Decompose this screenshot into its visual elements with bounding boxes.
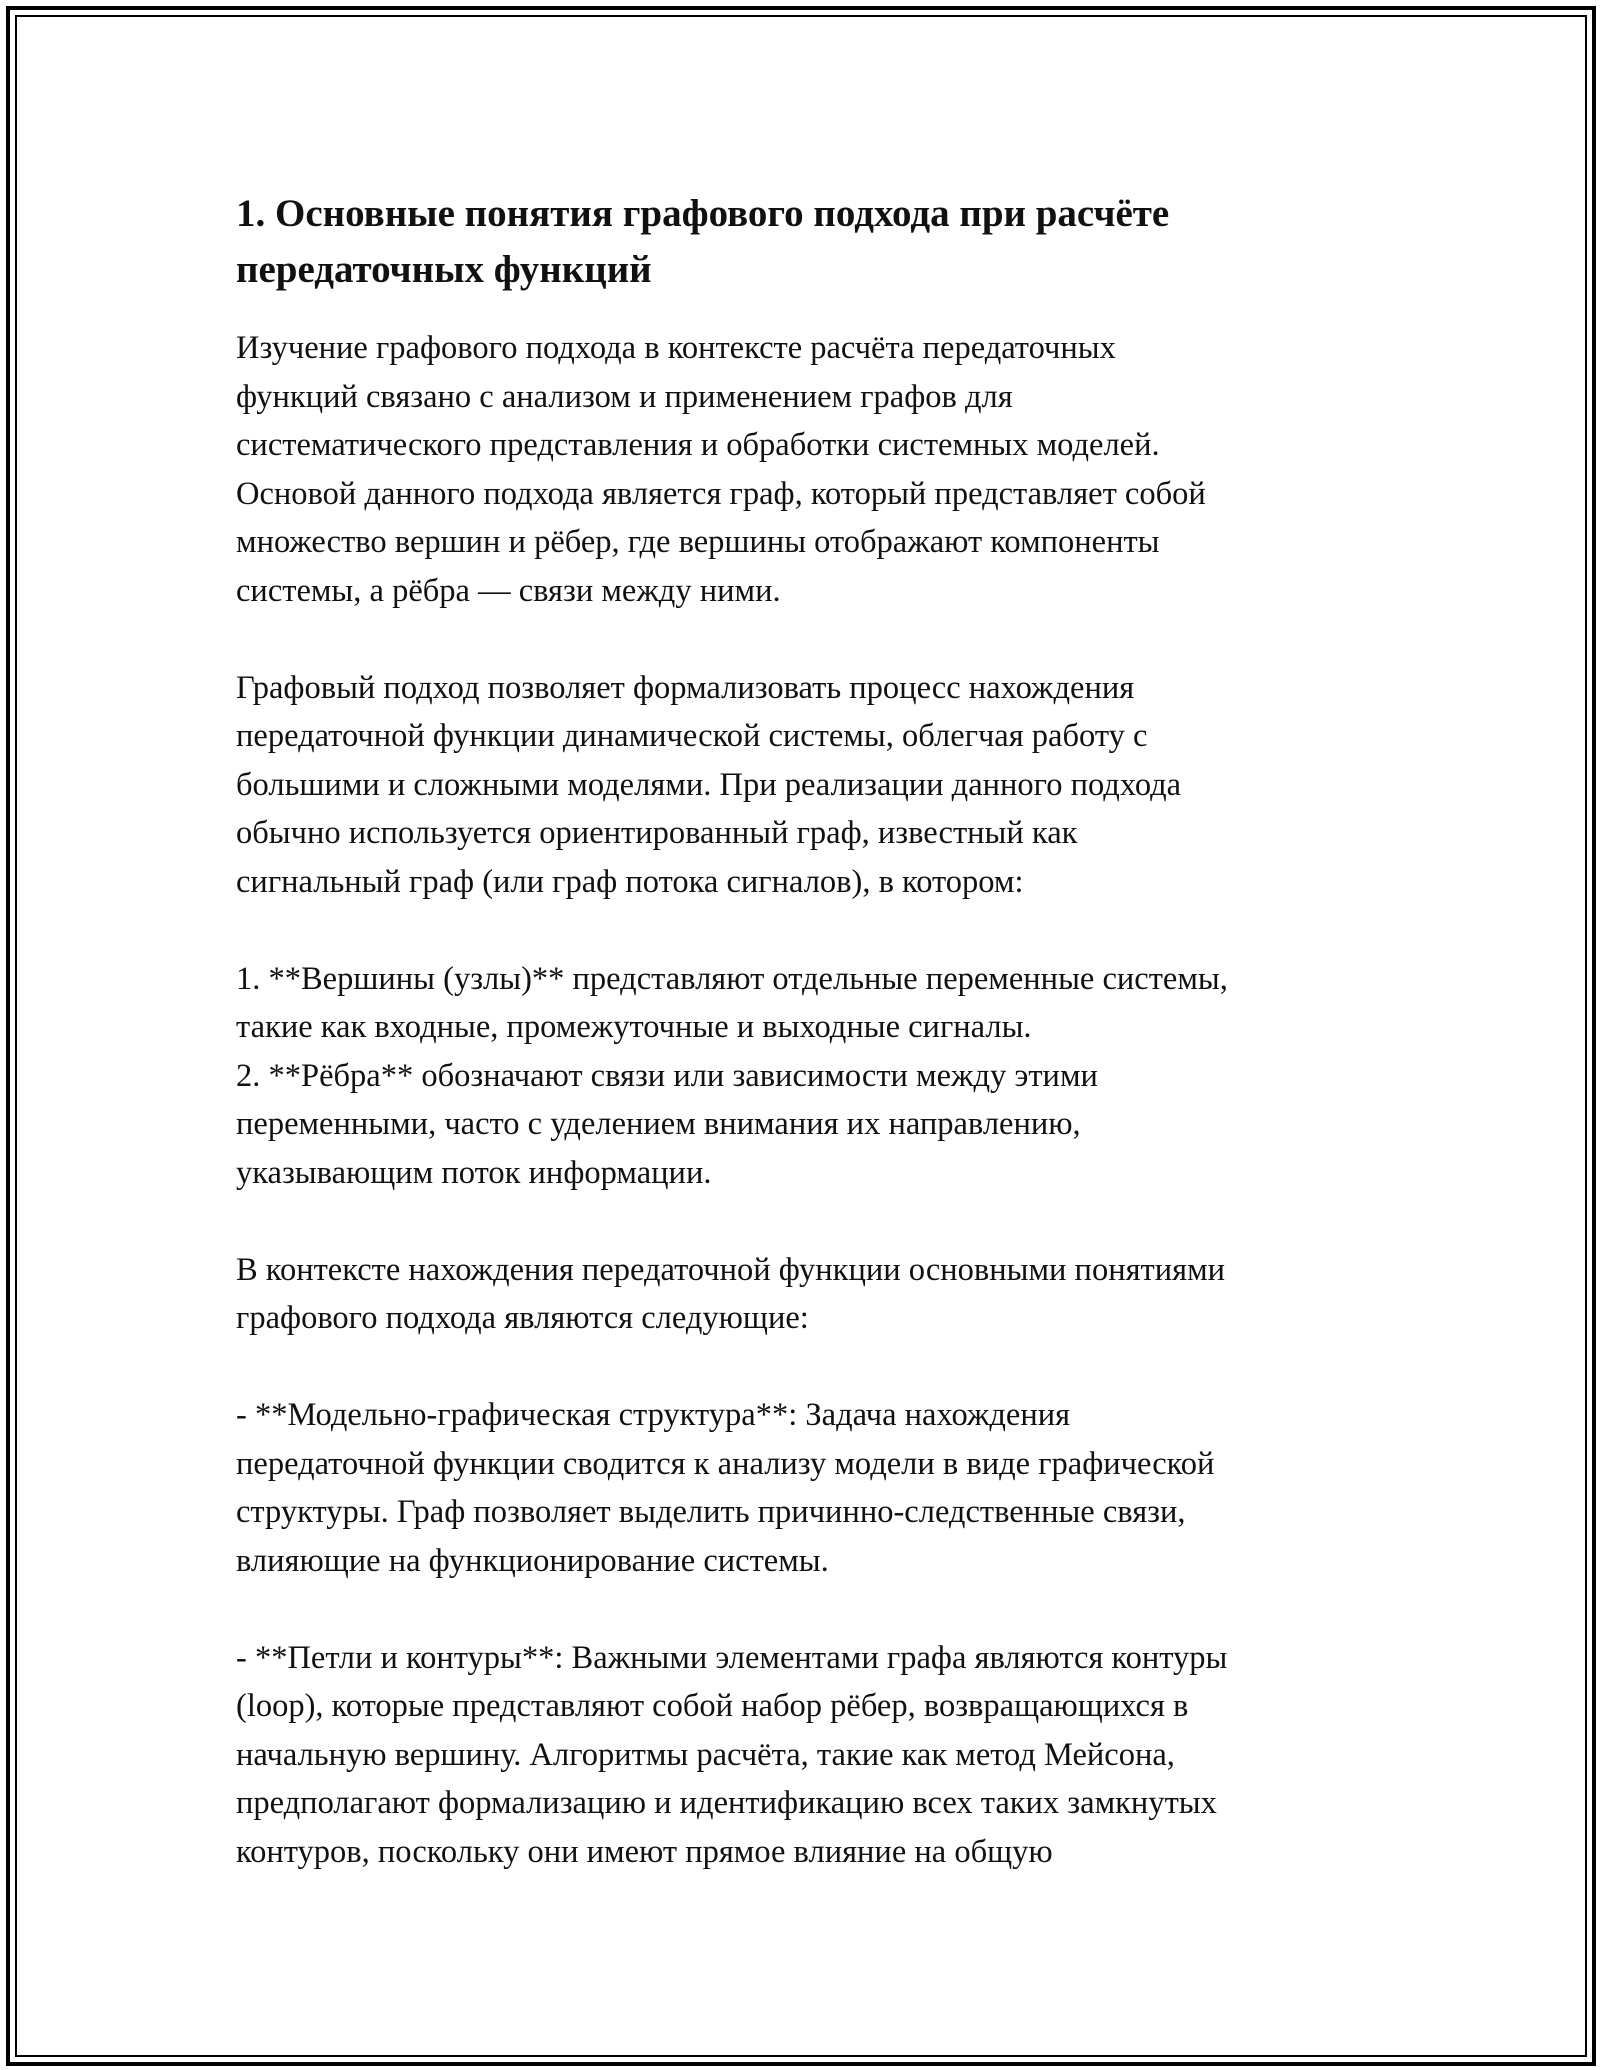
document-body bbox=[236, 186, 1381, 1876]
paragraph-model-structure: - **Модельно-графическая структура**: Задача нахождения передаточной функции сводится к анализу модели в виде графической структуры. Граф позволяет выделить причинно-следственные связи, влияющие на функционирование системы. bbox=[236, 1397, 1215, 1579]
paragraph-numbered-list: 1. **Вершины (узлы)** представляют отдельные переменные системы, такие как входные, промежуточные и выходные сигналы. 2. **Рёбра** обозначают связи или зависимости между этими переменными, часто с уделением внимания их направлению, указывающим поток информации. bbox=[236, 960, 1228, 1191]
section-heading: 1. Основные понятия графового подхода при расчёте передаточных функций bbox=[236, 192, 1170, 291]
paragraph-intro: Изучение графового подхода в контексте расчёта передаточных функций связано с анализом и применением графов для систематического представления и обработки системных моделей. Основой данного подхода является граф, который представляет собой множество вершин и рёбер, где вершины отображают компоненты системы, а рёбра — связи между ними. bbox=[236, 330, 1206, 609]
paragraph-key-concepts: В контексте нахождения передаточной функции основными понятиями графового подхода являются следующие: bbox=[236, 1251, 1226, 1336]
paragraph-loops: - **Петли и контуры**: Важными элементами графа являются контуры (loop), которые представляют собой набор рёбер, возвращающихся в начальную вершину. Алгоритмы расчёта, такие как метод Мейсона, предполагают формализацию и идентификацию всех таких замкнутых контуров, поскольку они имеют прямое влияние на общую bbox=[236, 1639, 1228, 1870]
paragraph-graph-approach: Графовый подход позволяет формализовать процесс нахождения передаточной функции динамической системы, облегчая работу с большими и сложными моделями. При реализации данного подхода обычно используется ориентированный граф, известный как сигнальный граф (или граф потока сигналов), в котором: bbox=[236, 669, 1182, 900]
